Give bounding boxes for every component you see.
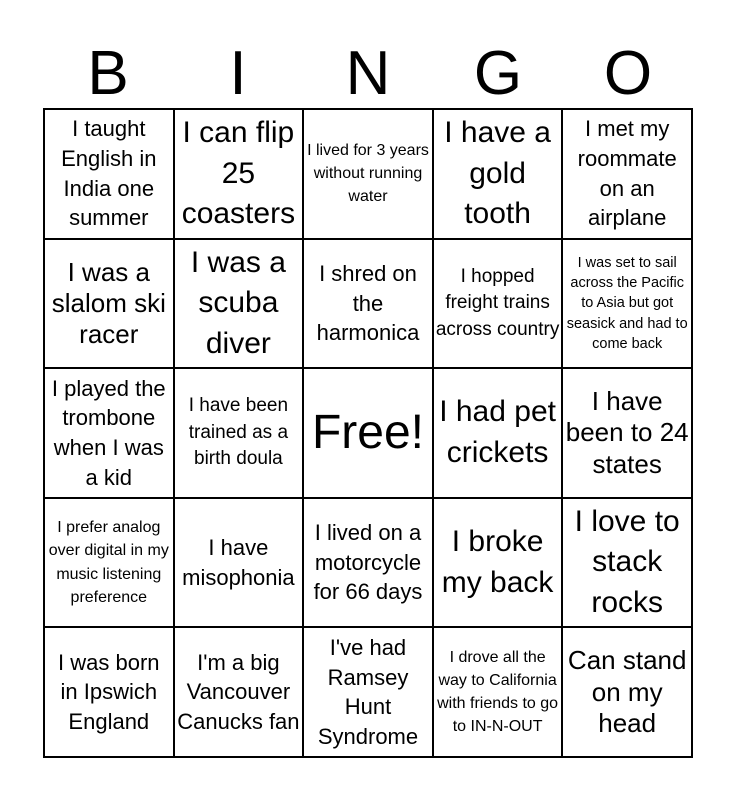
- cell-text: I had pet crickets: [439, 395, 556, 469]
- bingo-cell[interactable]: [174, 627, 304, 757]
- bingo-cell[interactable]: [44, 109, 174, 239]
- cell-text: I have been trained as a birth doula: [188, 395, 289, 470]
- cell-text: Can stand on my head: [567, 645, 687, 738]
- header-letter-n: N: [345, 39, 391, 108]
- bingo-cell[interactable]: [44, 239, 174, 369]
- bingo-cell[interactable]: [303, 498, 433, 628]
- cell-text: I met my roommate on an airplane: [577, 116, 677, 231]
- bingo-cell[interactable]: [174, 109, 304, 239]
- cell-text: I hopped freight trains across country: [435, 265, 560, 340]
- header-letter-o: O: [603, 39, 653, 108]
- cell-text: I played the trombone when I was a kid: [51, 375, 166, 490]
- header-letter-b: B: [87, 39, 129, 108]
- bingo-cell[interactable]: [562, 109, 692, 239]
- bingo-cell[interactable]: [433, 239, 563, 369]
- cell-text: I was a slalom ski racer: [51, 256, 166, 349]
- cell-text: I love to stack rocks: [574, 504, 680, 619]
- bingo-cell[interactable]: [303, 627, 433, 757]
- cell-text: I shred on the harmonica: [316, 260, 420, 346]
- cell-text: I prefer analog over digital in my music listening preference: [48, 519, 169, 606]
- cell-text: I lived for 3 years without running water: [307, 142, 429, 206]
- cell-text: I was set to sail across the Pacific to Asia but got seasick and had to come back: [566, 254, 688, 352]
- cell-text: I taught English in India one summer: [61, 116, 157, 231]
- header-letter-g: G: [473, 39, 523, 108]
- bingo-cell[interactable]: [562, 498, 692, 628]
- bingo-card-grid: [43, 108, 693, 758]
- free-space-cell[interactable]: [303, 368, 433, 498]
- cell-text: I drove all the way to California with friends to go to IN-N-OUT: [437, 648, 559, 736]
- bingo-cell[interactable]: [44, 627, 174, 757]
- cell-text: I've had Ramsey Hunt Syndrome: [317, 634, 419, 749]
- bingo-cell[interactable]: [433, 498, 563, 628]
- bingo-cell[interactable]: [562, 239, 692, 369]
- bingo-cell[interactable]: [174, 239, 304, 369]
- cell-text: I was a scuba diver: [190, 245, 286, 360]
- bingo-cell[interactable]: [562, 627, 692, 757]
- bingo-cell[interactable]: [433, 109, 563, 239]
- bingo-cell[interactable]: [174, 368, 304, 498]
- bingo-cell[interactable]: [174, 498, 304, 628]
- cell-text: I have been to 24 states: [565, 386, 689, 479]
- bingo-cell[interactable]: [433, 368, 563, 498]
- header-letter-i: I: [229, 39, 247, 108]
- bingo-cell[interactable]: [562, 368, 692, 498]
- bingo-header: [43, 40, 693, 108]
- cell-text: I'm a big Vancouver Canucks fan: [177, 649, 300, 735]
- cell-text: I have misophonia: [182, 534, 295, 590]
- bingo-cell[interactable]: [433, 627, 563, 757]
- cell-text: I broke my back: [441, 525, 554, 599]
- cell-text: I lived on a motorcycle for 66 days: [313, 520, 423, 605]
- cell-text: I have a gold tooth: [444, 116, 551, 231]
- cell-text: I can flip 25 coasters: [181, 116, 296, 231]
- cell-text: I was born in Ipswich England: [58, 649, 160, 735]
- bingo-cell[interactable]: [44, 368, 174, 498]
- free-space-text: Free!: [311, 406, 424, 460]
- bingo-cell[interactable]: [303, 109, 433, 239]
- bingo-cell[interactable]: [303, 239, 433, 369]
- bingo-cell[interactable]: [44, 498, 174, 628]
